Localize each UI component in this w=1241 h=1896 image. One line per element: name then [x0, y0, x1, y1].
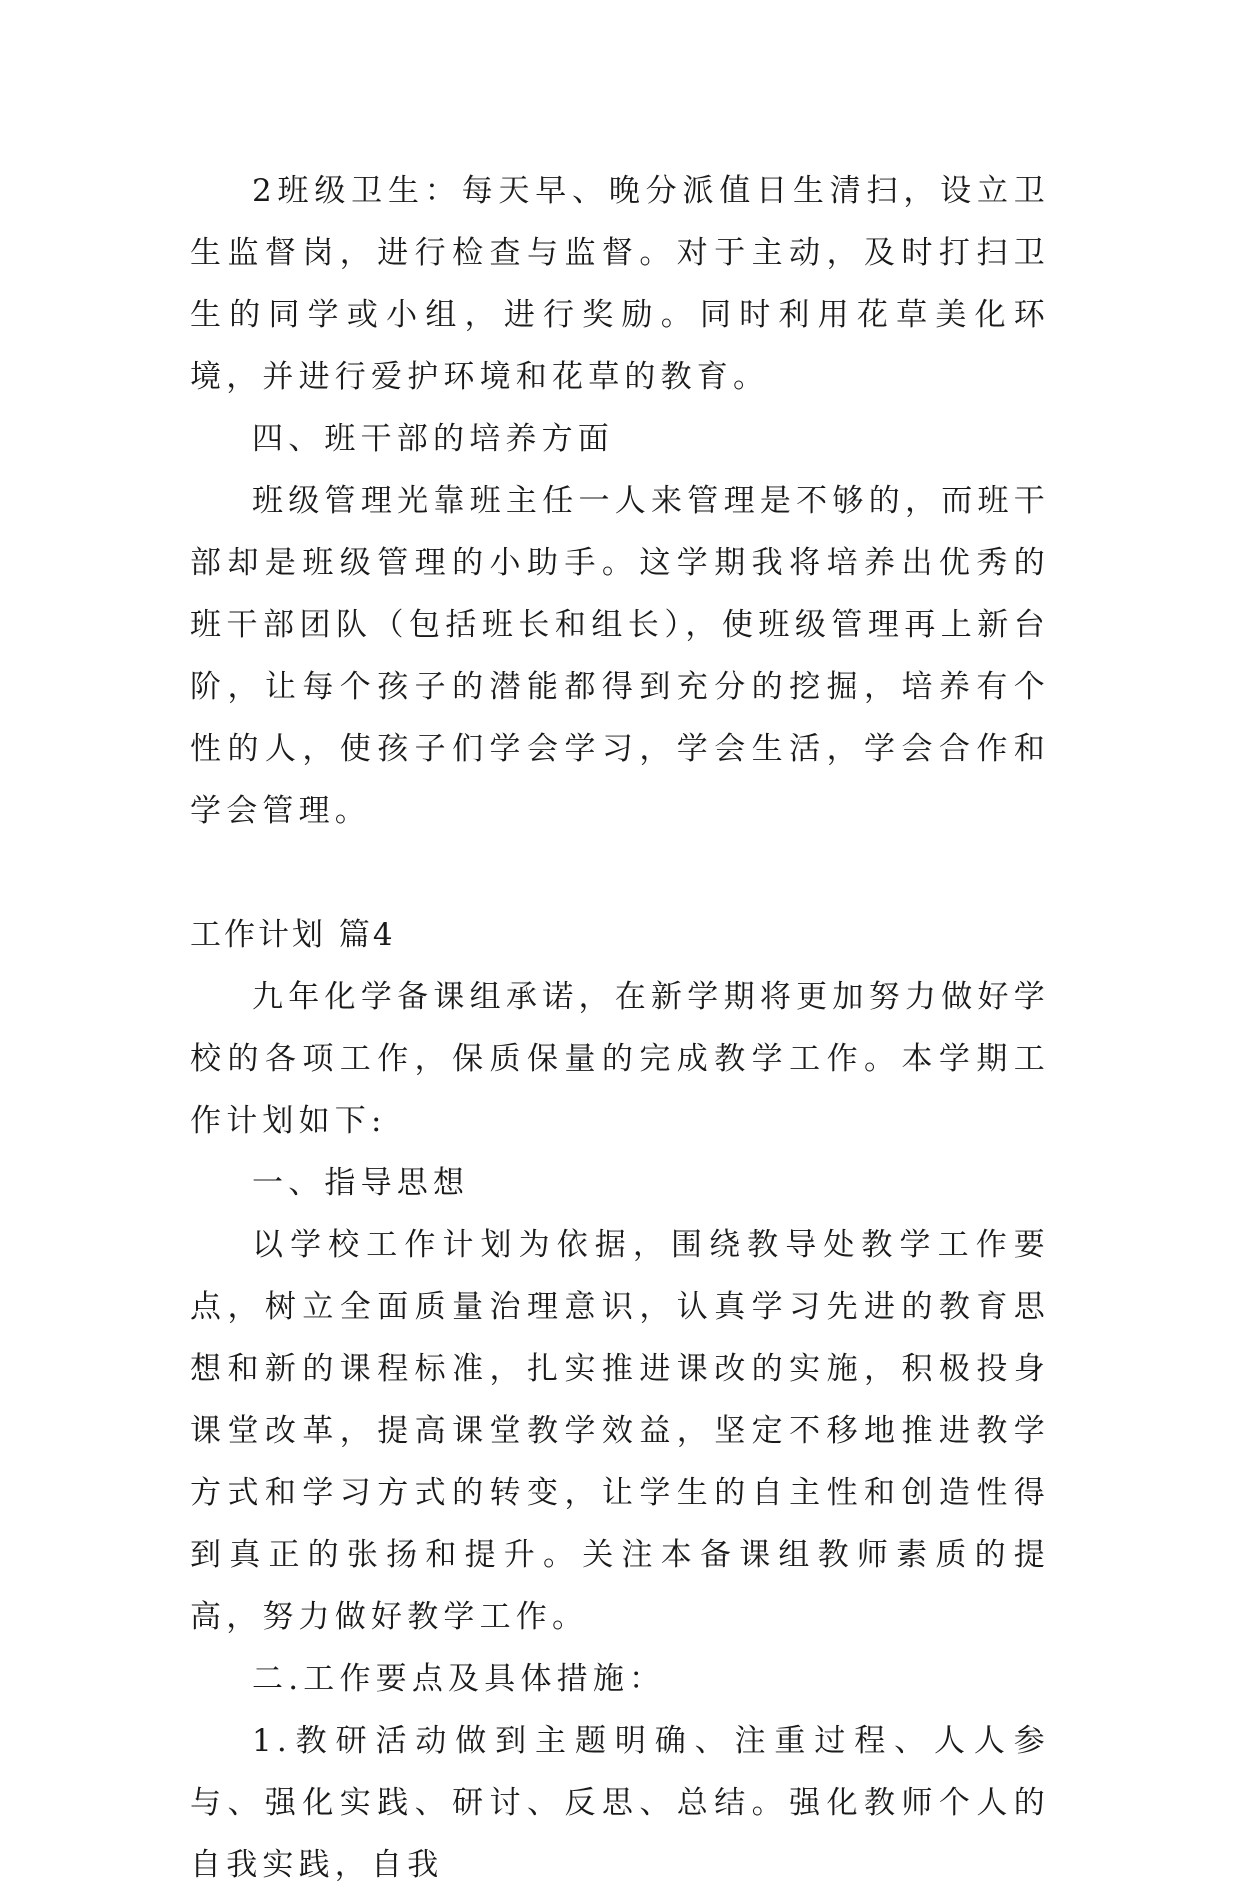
paragraph-teaching-research: 1.教研活动做到主题明确、注重过程、人人参与、强化实践、研讨、反思、总结。强化教师个人的自我实践，自我 — [190, 1723, 1050, 1883]
paragraph-guiding-ideology: 以学校工作计划为依据，围绕教导处教学工作要点，树立全面质量治理意识，认真学习先进的教育思想和新的课程标准，扎实推进课改的实施，积极投身课堂改革，提高课堂教学效益，坚定不移地推进教学方式和学习方式的转变，让学生的自主性和创造性得到真正的张扬和提升。关注本备课组教师素质的提高，努力做好教学工作。 — [190, 1227, 1050, 1635]
document-body — [190, 160, 1050, 1896]
paragraph-class-hygiene: 2班级卫生：每天早、晚分派值日生清扫，设立卫生监督岗，进行检查与监督。对于主动，及时打扫卫生的同学或小组，进行奖励。同时利用花草美化环境，并进行爱护环境和花草的教育。 — [190, 173, 1050, 395]
heading-class-cadre-training: 四、班干部的培养方面 — [252, 421, 614, 457]
paragraph-class-cadre: 班级管理光靠班主任一人来管理是不够的，而班干部却是班级管理的小助手。这学期我将培养出优秀的班干部团队（包括班长和组长），使班级管理再上新台阶，让每个孩子的潜能都得到充分的挖掘，培养有个性的人，使孩子们学会学习，学会生活，学会合作和学会管理。 — [190, 483, 1050, 829]
section-title-plan-4: 工作计划 篇4 — [190, 917, 396, 953]
heading-guiding-ideology: 一、指导思想 — [252, 1165, 470, 1201]
heading-work-points: 二.工作要点及具体措施： — [252, 1661, 666, 1697]
paragraph-chemistry-group-intro: 九年化学备课组承诺，在新学期将更加努力做好学校的各项工作，保质保量的完成教学工作。本学期工作计划如下: — [190, 979, 1050, 1139]
